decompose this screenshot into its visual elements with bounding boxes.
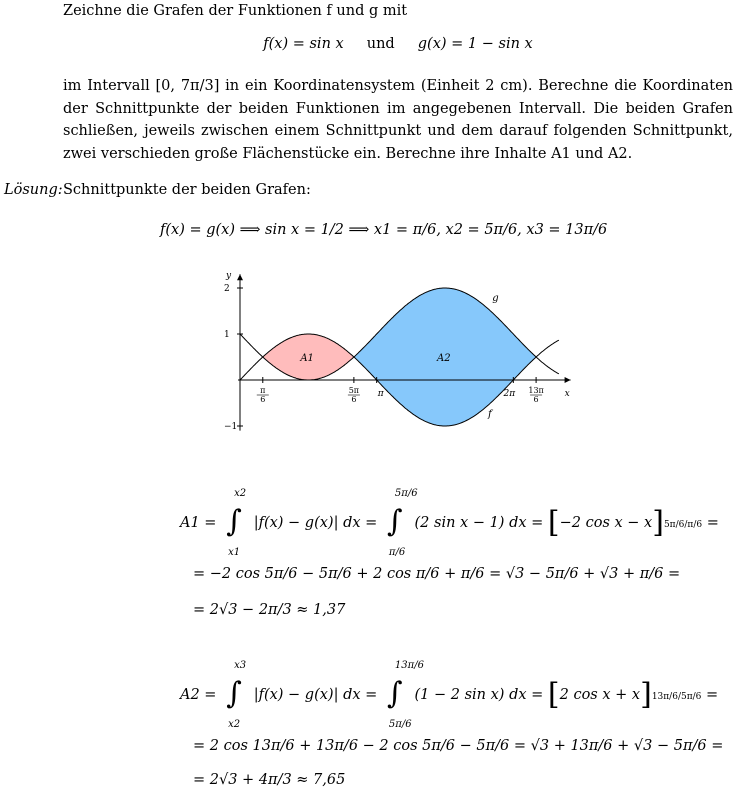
a2-line-1: A2 = x3 ∫ x2 |f(x) − g(x)| dx = 13π/6 ∫ 5π/6 (1 − 2 sin x) dx = [2 cos x + x]13π/6/5π/6 = — [180, 660, 719, 730]
a1-antiderivative: −2 cos x − x — [559, 515, 653, 531]
a1-line-3: = 2√3 − 2π/3 ≈ 1,37 — [193, 602, 346, 618]
a1-integral-1: x2 ∫ x1 — [226, 488, 247, 558]
a1-line-2: = −2 cos 5π/6 − 5π/6 + 2 cos π/6 + π/6 = √3 − 5π/6 + √3 + π/6 = — [193, 566, 681, 582]
a2-antiderivative: 2 cos x + x — [559, 687, 641, 703]
y-tick-label: −1 — [224, 422, 238, 432]
a2-line-3: = 2√3 + 4π/3 ≈ 7,65 — [193, 772, 346, 788]
x-tick-label-den: 6 — [533, 395, 539, 404]
def-und: und — [366, 36, 395, 52]
x-tick-label-den: 6 — [260, 395, 266, 404]
a2-eval-limits: 13π/6/5π/6 — [651, 692, 702, 702]
solution-label: Lösung: — [4, 182, 63, 198]
a1-int2-lower: π/6 — [388, 547, 406, 558]
a1-line-1: A1 = x2 ∫ x1 |f(x) − g(x)| dx = 5π/6 ∫ π/6 (2 sin x − 1) dx = [−2 cos x − x]5π/6/π/6 = — [180, 488, 719, 558]
x-tick-label-den: 6 — [351, 395, 357, 404]
a2-int2-lower: 5π/6 — [388, 719, 412, 730]
a2-integral-1: x3 ∫ x2 — [226, 660, 247, 730]
x-tick-label: 5π — [348, 386, 360, 395]
def-g: g(x) = 1 − sin x — [417, 36, 533, 52]
a1-int2-upper: 5π/6 — [394, 488, 418, 499]
a2-int2-upper: 13π/6 — [394, 660, 424, 671]
a1-integrand-2: (2 sin x − 1) dx = — [414, 515, 544, 531]
a2-line-2: = 2 cos 13π/6 + 13π/6 − 2 cos 5π/6 − 5π/6 = √3 + 13π/6 + √3 − 5π/6 = — [193, 738, 724, 754]
a1-int-upper: x2 — [234, 488, 247, 499]
y-tick-label: 2 — [224, 284, 230, 294]
def-f: f(x) = sin x — [263, 36, 344, 52]
a2-int-upper: x3 — [234, 660, 247, 671]
curve-label-g: g — [492, 292, 499, 304]
a2-integral-2: 13π/6 ∫ 5π/6 — [386, 660, 424, 730]
y-axis-arrow — [237, 274, 243, 280]
curve-label-f: f — [487, 408, 492, 420]
a2-int-lower: x2 — [228, 719, 241, 730]
a1-lhs: A1 = — [180, 515, 217, 531]
a2-lhs: A2 = — [180, 687, 217, 703]
a2-integrand-2: (1 − 2 sin x) dx = — [414, 687, 544, 703]
a1-eval-limits: 5π/6/π/6 — [663, 520, 703, 530]
intersection-equation: f(x) = g(x) ⟹ sin x = 1/2 ⟹ x1 = π/6, x2 = 5π/6, x3 = 13π/6 — [160, 222, 608, 238]
x-tick-label: π — [377, 389, 384, 399]
x-axis-label: x — [564, 389, 570, 399]
x-tick-label: π — [260, 386, 266, 395]
x-axis-arrow — [565, 377, 571, 383]
task-line-1: Zeichne die Grafen der Funktionen f und g mit — [63, 3, 408, 19]
y-tick-label: 1 — [224, 330, 230, 340]
x-tick-label: 2π — [503, 389, 516, 399]
y-axis-label: y — [226, 271, 232, 282]
region-label-a2: A2 — [436, 353, 451, 364]
a1-integral-2: 5π/6 ∫ π/6 — [386, 488, 418, 558]
a1-int-lower: x1 — [228, 547, 241, 558]
solution-intro: Schnittpunkte der beiden Grafen: — [63, 182, 311, 198]
a1-integrand: |f(x) − g(x)| dx = — [253, 515, 378, 531]
region-label-a1: A1 — [300, 353, 314, 364]
x-tick-label: 13π — [528, 386, 544, 395]
a2-integrand: |f(x) − g(x)| dx = — [253, 687, 378, 703]
task-paragraph: im Intervall [0, 7π/3] in ein Koordinatensystem (Einheit 2 cm). Berechne die Koordinaten der Schnittpunkte der beiden Funktionen im angegebenen Intervall. Die beiden Grafen schließen, jeweils zwischen einem Schnittpunkt und dem darauf folgenden Schnittpunkt, zwei verschieden große Flächenstücke ein. Berechne ihre Inhalte A1 und A2. — [63, 78, 733, 162]
